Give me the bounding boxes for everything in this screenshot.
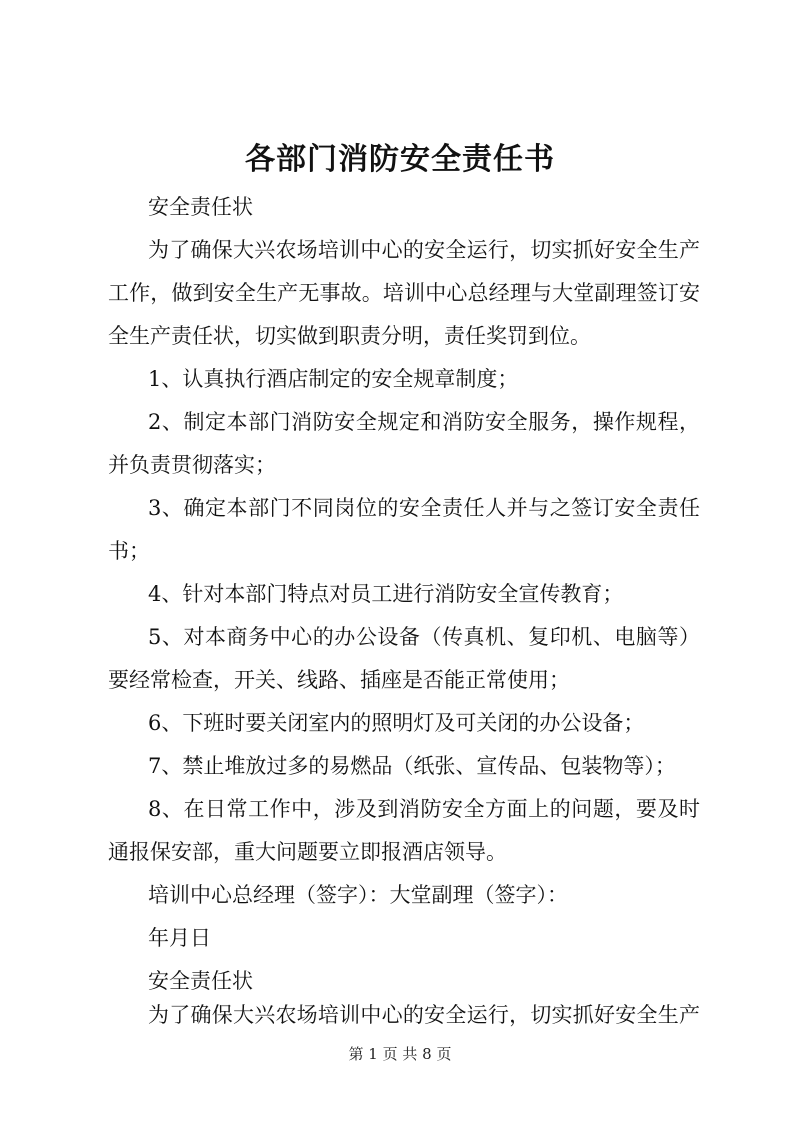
signature-line: 培训中心总经理（签字）：大堂副理（签字）： bbox=[148, 883, 568, 907]
list-item: 7、禁止堆放过多的易燃品（纸张、宣传品、包装物等）； bbox=[148, 754, 676, 778]
page-footer: 第 1 页 共 8 页 bbox=[348, 1045, 452, 1063]
document-title: 各部门消防安全责任书 bbox=[245, 142, 555, 177]
list-item: 6、下班时要关闭室内的照明灯及可关闭的办公设备； bbox=[148, 711, 645, 735]
list-item: 8、在日常工作中，涉及到消防安全方面上的问题，要及时 bbox=[148, 797, 700, 821]
list-item: 1、认真执行酒店制定的安全规章制度； bbox=[148, 367, 519, 391]
date-line: 年月日 bbox=[148, 926, 211, 950]
list-item-continuation: 书； bbox=[108, 539, 150, 563]
list-item: 3、确定本部门不同岗位的安全责任人并与之签订安全责任 bbox=[148, 496, 700, 520]
section-heading: 安全责任状 bbox=[148, 195, 253, 219]
list-item: 5、对本商务中心的办公设备（传真机、复印机、电脑等） bbox=[148, 625, 700, 649]
list-item: 4、针对本部门特点对员工进行消防安全宣传教育； bbox=[148, 582, 624, 606]
list-item-continuation: 要经常检查，开关、线路、插座是否能正常使用； bbox=[108, 668, 570, 692]
paragraph-line: 为了确保大兴农场培训中心的安全运行，切实抓好安全生产 bbox=[148, 1003, 700, 1027]
list-item-continuation: 并负责贯彻落实； bbox=[108, 453, 276, 477]
list-item: 2、制定本部门消防安全规定和消防安全服务，操作规程， bbox=[148, 410, 700, 434]
list-item-continuation: 通报保安部，重大问题要立即报酒店领导。 bbox=[108, 840, 507, 864]
section-heading: 安全责任状 bbox=[148, 969, 253, 993]
paragraph-line: 工作，做到安全生产无事故。培训中心总经理与大堂副理签订安 bbox=[108, 281, 700, 305]
paragraph-line: 为了确保大兴农场培训中心的安全运行，切实抓好安全生产 bbox=[148, 238, 700, 262]
paragraph-line: 全生产责任状，切实做到职责分明，责任奖罚到位。 bbox=[108, 324, 591, 348]
